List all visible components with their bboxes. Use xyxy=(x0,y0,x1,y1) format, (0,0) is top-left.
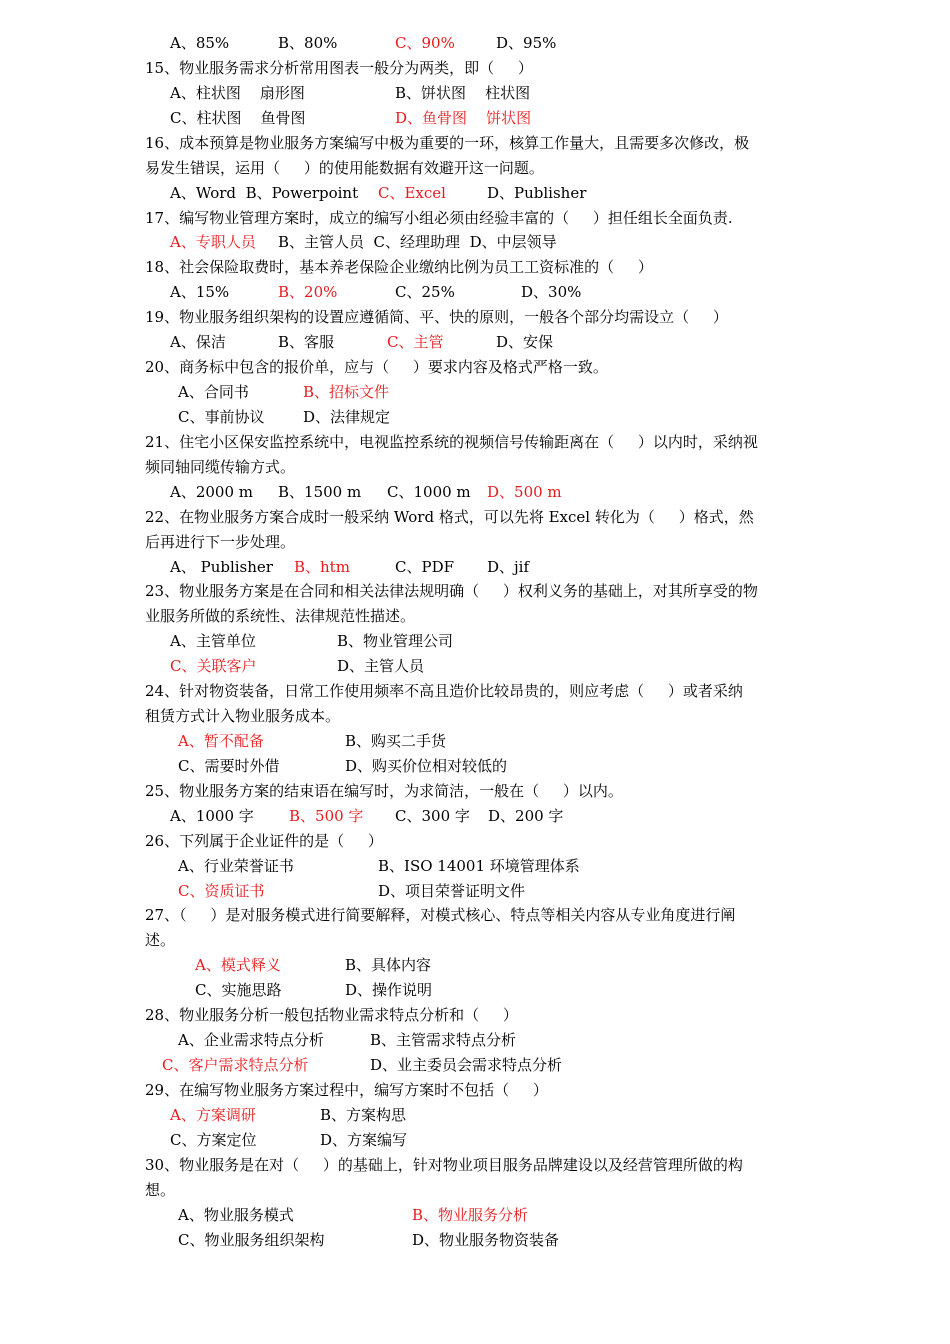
q22-stem-1: 22、在物业服务方案合成时一般采纳 Word 格式，可以先将 Excel 转化为（ ）格式，然 xyxy=(145,508,754,526)
q24-stem-2: 租赁方式计入物业服务成本。 xyxy=(145,707,341,725)
q15-options-ab-seg-2: B、饼状图 柱状图 xyxy=(395,84,531,102)
q20-options-cd-seg-2: D、法律规定 xyxy=(303,408,391,426)
q25-options-seg-3: C、300 字 xyxy=(395,807,470,825)
q30-options-ab-seg-1: A、物业服务模式 xyxy=(178,1206,294,1224)
q22-options-seg-4: D、jif xyxy=(487,558,530,576)
q22-options-seg-1: A、 Publisher xyxy=(170,558,273,576)
q15-options-ab-seg-1: A、柱状图 扇形图 xyxy=(170,84,305,102)
q21-options-seg-3: C、1000 m xyxy=(387,483,471,501)
q16-options-seg-1: A、Word B、Powerpoint xyxy=(170,184,359,202)
q26-stem: 26、下列属于企业证件的是（ ） xyxy=(145,832,383,850)
q19-options-seg-1: A、保洁 xyxy=(170,333,226,351)
q14-options-seg-4: D、95% xyxy=(496,34,557,52)
q20-options-ab-seg-1: A、合同书 xyxy=(178,383,249,401)
q18-options-seg-1: A、15% xyxy=(170,283,230,301)
q25-options-seg-4: D、200 字 xyxy=(488,807,564,825)
q19-options-seg-3-answer: C、主管 xyxy=(387,333,444,351)
q19-stem: 19、物业服务组织架构的设置应遵循简、平、快的原则，一般各个部分均需设立（ ） xyxy=(145,308,728,326)
q17-options-seg-2: B、主管人员 C、经理助理 D、中层领导 xyxy=(278,233,557,251)
q29-options-cd-seg-2: D、方案编写 xyxy=(320,1131,408,1149)
q21-options-seg-1: A、2000 m xyxy=(170,483,253,501)
q19-options-seg-4: D、安保 xyxy=(496,333,554,351)
q30-options-cd-seg-2: D、物业服务物资装备 xyxy=(412,1231,560,1249)
q21-stem-2: 频同轴同缆传输方式。 xyxy=(145,458,296,476)
q27-stem-1: 27、（ ）是对服务模式进行简要解释，对模式核心、特点等相关内容从专业角度进行阐 xyxy=(145,906,736,924)
q28-options-cd-seg-1-answer: C、客户需求特点分析 xyxy=(162,1056,309,1074)
q27-options-ab-seg-2: B、具体内容 xyxy=(345,956,432,974)
q20-options-cd-seg-1: C、事前协议 xyxy=(178,408,265,426)
q20-stem: 20、商务标中包含的报价单，应与（ ）要求内容及格式严格一致。 xyxy=(145,358,608,376)
q23-stem-2: 业服务所做的系统性、法律规范性描述。 xyxy=(145,607,416,625)
q29-stem: 29、在编写物业服务方案过程中，编写方案时不包括（ ） xyxy=(145,1081,548,1099)
q30-options-ab-seg-2-answer: B、物业服务分析 xyxy=(412,1206,529,1224)
q25-stem: 25、物业服务方案的结束语在编写时，为求简洁，一般在（ ）以内。 xyxy=(145,782,623,800)
q21-options-seg-4-answer: D、500 m xyxy=(487,483,562,501)
q23-stem-1: 23、物业服务方案是在合同和相关法律法规明确（ ）权利义务的基础上，对其所享受的物 xyxy=(145,582,758,600)
q16-stem-1: 16、成本预算是物业服务方案编写中极为重要的一环，核算工作量大，且需要多次修改，极 xyxy=(145,134,750,152)
q14-options-seg-1: A、85% xyxy=(170,34,230,52)
q27-options-cd-seg-2: D、操作说明 xyxy=(345,981,433,999)
q14-options-seg-2: B、80% xyxy=(278,34,338,52)
q17-options-seg-1-answer: A、专职人员 xyxy=(170,233,256,251)
q27-stem-2: 述。 xyxy=(145,931,176,949)
q28-options-cd-seg-2: D、业主委员会需求特点分析 xyxy=(370,1056,563,1074)
q26-options-cd-seg-1-answer: C、资质证书 xyxy=(178,882,265,900)
q30-options-cd-seg-1: C、物业服务组织架构 xyxy=(178,1231,325,1249)
q27-options-ab-seg-1-answer: A、模式释义 xyxy=(195,956,281,974)
q29-options-ab-seg-1-answer: A、方案调研 xyxy=(170,1106,256,1124)
q14-options-seg-3-answer: C、90% xyxy=(395,34,455,52)
q18-options-seg-2-answer: B、20% xyxy=(278,283,338,301)
q21-options-seg-2: B、1500 m xyxy=(278,483,362,501)
q23-options-cd-seg-2: D、主管人员 xyxy=(337,657,425,675)
q15-stem: 15、物业服务需求分析常用图表一般分为两类，即（ ） xyxy=(145,59,533,77)
q16-options-seg-2-answer: C、Excel xyxy=(378,184,446,202)
q15-options-cd-seg-2-answer: D、鱼骨图 饼状图 xyxy=(395,109,532,127)
q18-options-seg-3: C、25% xyxy=(395,283,455,301)
q22-options-seg-3: C、PDF xyxy=(395,558,455,576)
q18-stem: 18、社会保险取费时，基本养老保险企业缴纳比例为员工工资标准的（ ） xyxy=(145,258,653,276)
q26-options-ab-seg-1: A、行业荣誉证书 xyxy=(178,857,294,875)
q26-options-ab-seg-2: B、ISO 14001 环境管理体系 xyxy=(378,857,580,875)
q16-stem-2: 易发生错误，运用（ ）的使用能数据有效避开这一问题。 xyxy=(145,159,544,177)
q24-options-cd-seg-1: C、需要时外借 xyxy=(178,757,280,775)
q26-options-cd-seg-2: D、项目荣誉证明文件 xyxy=(378,882,526,900)
q15-options-cd-seg-1: C、柱状图 鱼骨图 xyxy=(170,109,306,127)
q28-stem: 28、物业服务分析一般包括物业需求特点分析和（ ） xyxy=(145,1006,518,1024)
q24-options-ab-seg-1-answer: A、暂不配备 xyxy=(178,732,264,750)
q30-stem-1: 30、物业服务是在对（ ）的基础上，针对物业项目服务品牌建设以及经营管理所做的构 xyxy=(145,1156,743,1174)
q19-options-seg-2: B、客服 xyxy=(278,333,335,351)
q23-options-ab-seg-2: B、物业管理公司 xyxy=(337,632,454,650)
q24-options-cd-seg-2: D、购买价位相对较低的 xyxy=(345,757,508,775)
q23-options-cd-seg-1-answer: C、关联客户 xyxy=(170,657,257,675)
q16-options-seg-3: D、Publisher xyxy=(487,184,587,202)
q28-options-ab-seg-2: B、主管需求特点分析 xyxy=(370,1031,517,1049)
q29-options-cd-seg-1: C、方案定位 xyxy=(170,1131,257,1149)
q22-options-seg-2-answer: B、htm xyxy=(294,558,350,576)
q24-stem-1: 24、针对物资装备，日常工作使用频率不高且造价比较昂贵的，则应考虑（ ）或者采纳 xyxy=(145,682,743,700)
q23-options-ab-seg-1: A、主管单位 xyxy=(170,632,256,650)
q25-options-seg-2-answer: B、500 字 xyxy=(289,807,364,825)
q18-options-seg-4: D、30% xyxy=(521,283,582,301)
q30-stem-2: 想。 xyxy=(145,1181,176,1199)
q22-stem-2: 后再进行下一步处理。 xyxy=(145,533,296,551)
q21-stem-1: 21、住宅小区保安监控系统中，电视监控系统的视频信号传输距离在（ ）以内时，采纳视 xyxy=(145,433,758,451)
q28-options-ab-seg-1: A、企业需求特点分析 xyxy=(178,1031,324,1049)
q20-options-ab-seg-2-answer: B、招标文件 xyxy=(303,383,390,401)
q27-options-cd-seg-1: C、实施思路 xyxy=(195,981,282,999)
q25-options-seg-1: A、1000 字 xyxy=(170,807,254,825)
q24-options-ab-seg-2: B、购买二手货 xyxy=(345,732,447,750)
q29-options-ab-seg-2: B、方案构思 xyxy=(320,1106,407,1124)
q17-stem: 17、编写物业管理方案时，成立的编写小组必须由经验丰富的（ ）担任组长全面负责. xyxy=(145,209,733,227)
